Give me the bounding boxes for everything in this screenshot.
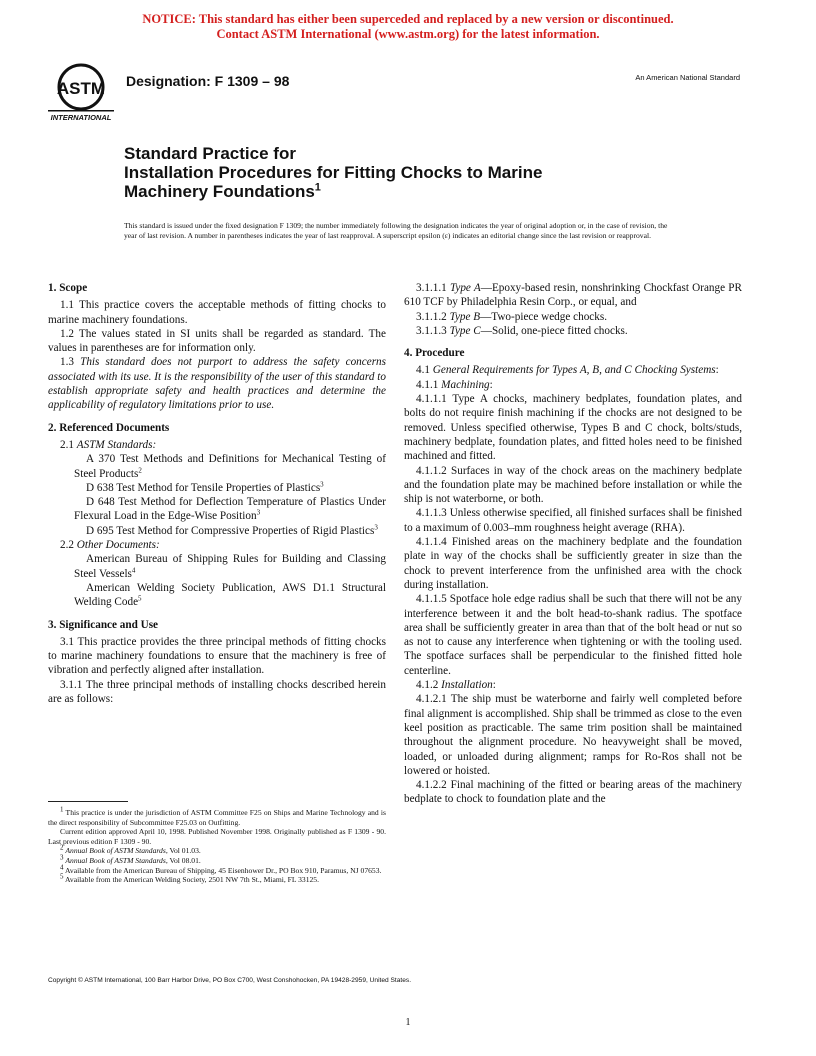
issued-statement: This standard is issued under the fixed designation F 1309; the number immediately following the designation indicates the year of original adoption or, in the case of revision, the year of last revision. A number in parentheses indicates the year of last reapproval. A superscript epsilon (ε) indicates an editorial change since the last revision or reapproval. — [124, 221, 668, 240]
section-4-heading: 4. Procedure — [404, 347, 465, 360]
title-line-1: Standard Practice for — [124, 144, 296, 163]
ref-d695: D 695 Test Method for Compressive Properties of Rigid Plastics$^3$ — [86, 523, 378, 537]
right-column — [404, 281, 742, 807]
title-line-2: Installation Procedures for Fitting Chocks to Marine — [124, 163, 543, 182]
footnote-5: $^5$ Available from the American Welding Society, 2501 NW 7th St., Miami, FL 33125. — [60, 872, 320, 885]
para-2-1: 2.1 ASTM Standards: — [60, 438, 157, 451]
para-4-1-1-2: 4.1.1.2 Surfaces in way of the chock areas on the machinery bedplate and the foundation plate may be machined before installation or while the ship is not waterborne, or both. — [404, 464, 742, 506]
ref-aws: American Welding Society Publication, AWS D1.1 Structural Welding Code$^5$ — [74, 581, 386, 609]
para-4-1-1-1: 4.1.1.1 Type A chocks, machinery bedplates, foundation plates, and bolts do not require finish machining if the chocks are not designed to be removed. Unless specified otherwise, Types B and C chock, bolts/studs, machinery bedplate, foundation plates, and fitted holes need to be finished machined and fitted. — [404, 393, 742, 463]
left-column — [48, 281, 386, 706]
title-footnote-ref: 1 — [314, 181, 321, 194]
section-3-heading: 3. Significance and Use — [48, 618, 159, 631]
logo-sub: INTERNATIONAL — [50, 113, 112, 122]
national-standard-label: An American National Standard — [635, 73, 740, 82]
footnote-4: $^4$ Available from the American Bureau of Shipping, 45 Eisenhower Dr., PO Box 910, Paramus, NJ 07653. — [60, 863, 382, 875]
para-1-1: 1.1 This practice covers the acceptable methods of fitting chocks to marine machinery foundations. — [48, 299, 386, 326]
page-number: 1 — [405, 1017, 411, 1028]
astm-logo-icon — [46, 60, 116, 122]
para-3-1-1-2: 3.1.1.2 Type B—Two-piece wedge chocks. — [416, 310, 608, 323]
ref-a370: A 370 Test Methods and Definitions for Mechanical Testing of Steel Products$^2$ — [74, 453, 386, 480]
para-4-1-2-1: 4.1.2.1 The ship must be waterborne and fairly well completed before final alignment is accomplished. Ship shall be trimmed as close to the even keel position as practicable. The same trim position shall be maintained throughout the alignment procedure. No heavyweight shall be moved, loaded, or unloaded during alignment; ramps for Ro-Ros shall not be lowered or hoisted. — [404, 693, 742, 777]
footnote-2: $^2$ Annual Book of ASTM Standards, Vol 01.03. — [60, 843, 201, 856]
para-4-1: 4.1 General Requirements for Types A, B, and C Chocking Systems: — [416, 364, 719, 377]
footnote-1: $^1$ This practice is under the jurisdiction of ASTM Committee F25 on Ships and Marine Technology and is the direct responsibility of Subcommittee F25.03 on Outfitting. — [48, 805, 386, 827]
footnote-divider — [48, 801, 128, 802]
ref-d638: D 638 Test Method for Tensile Properties of Plastics$^3$ — [86, 480, 324, 494]
para-3-1: 3.1 This practice provides the three principal methods of fitting chocks to marine machinery foundations to ensure that the machinery is free of vibration and perfectly aligned after installation. — [48, 635, 386, 677]
footnote-1-edition: Current edition approved April 10, 1998. Published November 1998. Originally published as F 1309 - 90. Last previous edition F 1309 - 90. — [48, 827, 386, 846]
designation: Designation: F 1309 – 98 — [126, 73, 290, 89]
para-4-1-1-3: 4.1.1.3 Unless otherwise specified, all finished surfaces shall be finished to a maximum of 0.003–mm roughness height average (RHA). — [404, 507, 742, 534]
notice-banner — [0, 12, 816, 42]
section-1-heading: 1. Scope — [48, 282, 88, 294]
notice-line-1: NOTICE: This standard has either been superceded and replaced by a new version or discontinued. — [142, 12, 674, 26]
para-4-1-2-2: 4.1.2.2 Final machining of the fitted or bearing areas of the machinery bedplate to chock to foundation plate and the — [404, 779, 742, 806]
footnote-3: $^3$ Annual Book of ASTM Standards, Vol 08.01. — [60, 853, 201, 865]
para-2-2: 2.2 Other Documents: — [60, 539, 160, 552]
ref-d648: D 648 Test Method for Deflection Temperature of Plastics Under Flexural Load in the Edge-Wise Position$^3$ — [74, 496, 386, 523]
logo-text: ASTM — [56, 79, 106, 98]
para-3-1-1-1: 3.1.1.1 Type A—Epoxy-based resin, nonshrinking Chockfast Orange PR 610 TCF by Philadelphia Resin Corp., or equal, and — [404, 282, 742, 309]
para-1-3: 1.3 This standard does not purport to address the safety concerns associated with its use. It is the responsibility of the user of this standard to establish appropriate safety and health practices and determine the applicability of regulatory limitations prior to use. — [48, 356, 387, 412]
para-1-2: 1.2 The values stated in SI units shall be regarded as standard. The values in parentheses are for information only. — [48, 327, 386, 355]
ref-abs: American Bureau of Shipping Rules for Building and Classing Steel Vessels$^4$ — [74, 553, 386, 580]
copyright: Copyright © ASTM International, 100 Barr Harbor Drive, PO Box C700, West Conshohocken, PA 19428-2959, United States. — [48, 977, 412, 984]
title-line-3: Machinery Foundations$^1$ — [124, 181, 321, 201]
section-2-heading: 2. Referenced Documents — [48, 421, 170, 434]
para-4-1-1-5: 4.1.1.5 Spotface hole edge radius shall be such that there will not be any interference between it and the bolt head-to-shank radius. The spotface area shall be sufficiently greater in area than that of the bolt head or nut so as not to cause any interference when tightening or with the tooling used. The spotface surfaces shall be perpendicular to the finished fitted hole centerline. — [404, 593, 742, 677]
footnotes — [48, 805, 386, 885]
para-4-1-1-4: 4.1.1.4 Finished areas on the machinery bedplate and the foundation plate in way of the chocks shall be sufficiently greater in size than the chock to prevent interference from the unfinished area with the chock during installation. — [404, 536, 742, 591]
para-4-1-2: 4.1.2 Installation: — [416, 679, 496, 692]
para-3-1-1: 3.1.1 The three principal methods of installing chocks described herein are as follows: — [48, 678, 386, 706]
notice-line-2: Contact ASTM International (www.astm.org) for the latest information. — [216, 27, 600, 41]
para-3-1-1-3: 3.1.1.3 Type C—Solid, one-piece fitted chocks. — [416, 324, 628, 337]
para-4-1-1: 4.1.1 Machining: — [416, 378, 493, 391]
document-title — [124, 144, 542, 201]
